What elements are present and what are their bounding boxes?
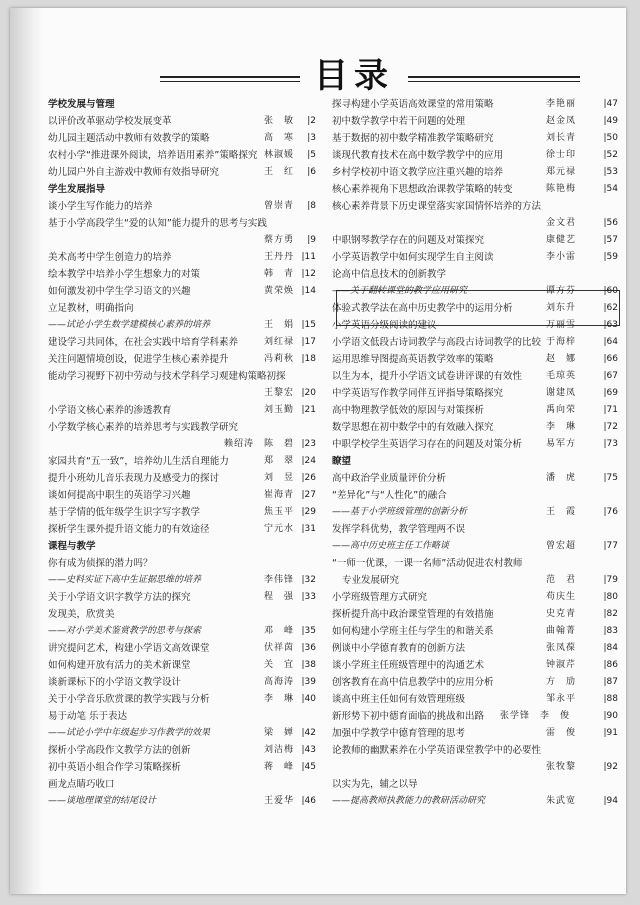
entry-title: “一师一优课，一课一名师”活动促进农村教师	[332, 558, 523, 569]
toc-entry	[48, 589, 316, 606]
entry-author: 赵金凤	[546, 116, 577, 126]
entry-page-number: |71	[603, 405, 618, 415]
toc-section-heading	[48, 181, 316, 198]
entry-page-number: |40	[301, 694, 316, 704]
entry-page-number: |80	[603, 592, 618, 602]
toc-entry	[332, 402, 618, 419]
entry-title: 论高中信息技术的创新教学	[332, 269, 447, 280]
toc-entry	[48, 708, 316, 725]
entry-page-number: |79	[603, 575, 618, 585]
entry-page-number: |46	[301, 796, 316, 806]
entry-author: 陈艳梅	[546, 184, 577, 194]
entry-page-number: |60	[603, 286, 618, 296]
entry-page-number: |14	[301, 286, 316, 296]
toc-right-column	[332, 96, 618, 810]
entry-author: 郑元禄	[546, 167, 577, 177]
toc-entry	[48, 130, 316, 147]
entry-title: 谈现代教育技术在高中数学教学中的应用	[332, 150, 504, 161]
toc-entry	[332, 674, 618, 691]
entry-title: 加强中学教学中德育管理的思考	[332, 728, 466, 739]
toc-entry	[48, 283, 316, 300]
entry-author: 雷 俊	[546, 728, 577, 738]
entry-title: 小学班级管理方式研究	[332, 592, 428, 603]
toc-section-heading	[48, 96, 316, 113]
toc-entry	[48, 742, 316, 759]
toc-entry	[332, 793, 618, 810]
entry-title: ——基于小学班级管理的创新分析	[332, 507, 468, 517]
entry-title: 论教师的幽默素养在小学英语课堂教学中的必要性	[332, 745, 542, 756]
entry-title: 小学数学核心素养的培养思考与实践教学研究	[48, 422, 239, 433]
entry-title: 易于动笔 乐于表达	[48, 711, 128, 722]
entry-author: 易军方	[546, 439, 577, 449]
entry-page-number: |83	[603, 626, 618, 636]
entry-title: 小学语文低段古诗词教学与高段古诗词教学的比较	[332, 337, 542, 348]
entry-page-number: |42	[301, 728, 316, 738]
toc-entry	[48, 351, 316, 368]
entry-author: 李艳丽	[546, 99, 577, 109]
toc-entry	[48, 368, 316, 385]
entry-author: 毛琼英	[546, 371, 577, 381]
entry-title: 探寻构建小学英语高效课堂的常用策略	[332, 99, 494, 110]
toc-entry	[48, 572, 316, 589]
entry-page-number: |9	[307, 235, 316, 245]
toc-entry	[48, 249, 316, 266]
entry-page-number: |31	[301, 524, 316, 534]
toc-entry	[332, 521, 618, 538]
toc-entry	[48, 402, 316, 419]
entry-author: 刘东升	[546, 303, 577, 313]
entry-page-number: |45	[301, 762, 316, 772]
entry-author: 李伟锋	[264, 575, 295, 585]
toc-entry	[332, 606, 618, 623]
entry-title: 画龙点睛巧收口	[48, 779, 115, 790]
toc-entry	[332, 470, 618, 487]
entry-author: 刘玉勤	[264, 405, 295, 415]
entry-title: 中职钢琴教学存在的问题及对策探究	[332, 235, 485, 246]
section-title: 瞭望	[332, 456, 352, 467]
entry-author: 王 娟	[264, 320, 295, 330]
toc-entry	[48, 776, 316, 793]
entry-title: 小学英语教学中如何实现学生自主阅读	[332, 252, 494, 263]
entry-author: 焦玉平	[264, 507, 295, 517]
entry-title: 高中物理教学低效的原因与对策探析	[332, 405, 485, 416]
toc-entry	[332, 164, 618, 181]
entry-page-number: |82	[603, 609, 618, 619]
entry-author: 金文君	[546, 218, 577, 228]
toc-entry	[332, 96, 618, 113]
entry-title: 中职学校学生英语学习存在的问题及对策分析	[332, 439, 523, 450]
toc-entry	[48, 555, 316, 572]
entry-author: 于海梓	[546, 337, 577, 347]
entry-author: 谭方芬	[546, 286, 577, 296]
entry-page-number: |72	[603, 422, 618, 432]
entry-page-number: |43	[301, 745, 316, 755]
entry-page-number: |49	[603, 116, 618, 126]
entry-title: 小学语文核心素养的渗透教育	[48, 405, 172, 416]
entry-title: 谈如何提高中职生的英语学习兴趣	[48, 490, 191, 501]
toc-entry	[332, 776, 618, 793]
entry-page-number: |15	[301, 320, 316, 330]
entry-title: 初中英语小组合作学习策略探析	[48, 762, 182, 773]
entry-author: 张凤葆	[546, 643, 577, 653]
toc-entry	[332, 266, 618, 283]
entry-title: 以评价改革驱动学校发展变革	[48, 116, 172, 127]
toc-section-heading	[48, 538, 316, 555]
entry-title: ——提高教师执教能力的教研活动研究	[332, 796, 486, 806]
entry-title: ——谈地理课堂的结尾设计	[48, 796, 157, 806]
entry-author: 宁元水	[264, 524, 295, 534]
entry-author: 伏祥茵	[264, 643, 295, 653]
entry-page-number: |27	[301, 490, 316, 500]
toc-entry	[332, 589, 618, 606]
entry-title: 例谈中小学德育教育的创新方法	[332, 643, 466, 654]
entry-title: 乡村学校初中语文教学应注重兴趣的培养	[332, 167, 504, 178]
entry-title: ——高中历史班主任工作略谈	[332, 541, 450, 551]
entry-title: 初中数学教学中若干问题的处理	[332, 116, 466, 127]
entry-author: 邹永平	[546, 694, 577, 704]
entry-author: 李 琳	[546, 422, 577, 432]
toc-entry	[48, 674, 316, 691]
entry-page-number: |62	[603, 303, 618, 313]
entry-page-number: |88	[603, 694, 618, 704]
toc-entry	[332, 742, 618, 759]
entry-title: 基于学情的低年级学生识字写字教学	[48, 507, 201, 518]
toc-entry	[48, 232, 316, 249]
entry-title: 探析学生课外提升语文能力的有效途径	[48, 524, 210, 535]
entry-title: 以生为本，提升小学语文试卷讲评课的有效性	[332, 371, 523, 382]
entry-author: 蔡方勇	[264, 235, 295, 245]
toc-entry	[332, 215, 618, 232]
toc-entry	[332, 725, 618, 742]
entry-page-number: |12	[301, 269, 316, 279]
entry-title: 基于小学高段学生“爱的认知”能力提升的思考与实践	[48, 218, 267, 229]
entry-title: 核心素养视角下思想政治课教学策略的转变	[332, 184, 513, 195]
entry-page-number: |20	[301, 388, 316, 398]
entry-title: 关于小学语文识字教学方法的探究	[48, 592, 191, 603]
toc-entry	[332, 113, 618, 130]
toc-entry	[332, 419, 618, 436]
entry-title: 如何激发初中学生学习语文的兴趣	[48, 286, 191, 297]
entry-title: 高中政治学业质量评价分析	[332, 473, 447, 484]
entry-title: 谈新课标下的小学语文教学设计	[48, 677, 182, 688]
entry-page-number: |75	[603, 473, 618, 483]
entry-title: 小学英语分级阅读的建议	[332, 320, 437, 331]
toc-entry	[48, 147, 316, 164]
entry-title: 绘本教学中培养小学生想象力的对策	[48, 269, 201, 280]
entry-author: 梁 婵	[264, 728, 295, 738]
section-title: 学生发展指导	[48, 184, 106, 195]
entry-title: 你有成为侦探的潜力吗？	[48, 558, 153, 569]
toc-entry	[48, 164, 316, 181]
entry-page-number: |67	[603, 371, 618, 381]
toc-entry	[332, 181, 618, 198]
entry-page-number: |73	[603, 439, 618, 449]
toc-left-column	[48, 96, 316, 810]
entry-author: 邓 峰	[264, 626, 295, 636]
entry-page-number: |36	[301, 643, 316, 653]
entry-title: 体验式教学法在高中历史教学中的运用分析	[332, 303, 513, 314]
entry-page-number: |86	[603, 660, 618, 670]
entry-title: 探析小学高段作文教学方法的创新	[48, 745, 191, 756]
toc-entry	[48, 266, 316, 283]
entry-title: 立足教材，明确指向	[48, 303, 134, 314]
entry-page-number: |33	[301, 592, 316, 602]
entry-title: 谈小学生写作能力的培养	[48, 201, 153, 212]
entry-author: 徐士印	[546, 150, 577, 160]
entry-page-number: |21	[301, 405, 316, 415]
entry-author: 朱武宽	[546, 796, 577, 806]
entry-page-number: |50	[603, 133, 618, 143]
entry-title: 美术高考中学生创造力的培养	[48, 252, 172, 263]
entry-author: 康健艺	[546, 235, 577, 245]
entry-author: 王丹丹	[264, 252, 295, 262]
entry-title: 以实为先，辅之以导	[332, 779, 418, 790]
toc-entry	[48, 419, 316, 436]
entry-page-number: |56	[603, 218, 618, 228]
entry-title: 农村小学“推进课外阅读，培养语用素养”策略探究	[48, 150, 258, 161]
entry-author: 万丽雪	[546, 320, 577, 330]
toc-entry	[48, 300, 316, 317]
toc-entry	[332, 572, 618, 589]
entry-author: 黄荣焕	[264, 286, 295, 296]
toc-entry	[332, 657, 618, 674]
entry-author: 程 强	[264, 592, 295, 602]
entry-author: 曾宏超	[546, 541, 577, 551]
entry-title: 运用思维导图提高英语教学效率的策略	[332, 354, 494, 365]
entry-page-number: |92	[603, 762, 618, 772]
section-title: 课程与教学	[48, 541, 96, 552]
entry-title: “差异化”与“人性化”的融合	[332, 490, 447, 501]
entry-title: 提升小班幼儿音乐表现力及感受力的探讨	[48, 473, 220, 484]
entry-page-number: |59	[603, 252, 618, 262]
entry-page-number: |53	[603, 167, 618, 177]
entry-page-number: |17	[301, 337, 316, 347]
toc-entry	[48, 691, 316, 708]
entry-title: 谈高中班主任如何有效管理班级	[332, 694, 466, 705]
toc-entry	[48, 113, 316, 130]
entry-author: 禹向荣	[546, 405, 577, 415]
entry-page-number: |63	[603, 320, 618, 330]
entry-page-number: |18	[301, 354, 316, 364]
entry-author: 关 宜	[264, 660, 295, 670]
entry-author: 王 霞	[546, 507, 577, 517]
entry-title: 幼儿园主题活动中教师有效教学的策略	[48, 133, 210, 144]
entry-page-number: |87	[603, 677, 618, 687]
entry-page-number: |23	[301, 439, 316, 449]
toc-entry	[332, 283, 618, 300]
entry-page-number: |5	[307, 150, 316, 160]
book-spine-shadow	[10, 8, 44, 894]
toc-entry	[48, 504, 316, 521]
toc-entry	[48, 453, 316, 470]
entry-page-number: |32	[301, 575, 316, 585]
toc-entry	[48, 623, 316, 640]
entry-title: 核心素养背景下历史课堂落实家国情怀培养的方法	[332, 201, 542, 212]
toc-entry	[48, 657, 316, 674]
entry-title: 关于小学音乐欣赏课的教学实践与分析	[48, 694, 210, 705]
entry-title: 基于数据的初中数学精准教学策略研究	[332, 133, 494, 144]
entry-author: 苟庆生	[546, 592, 577, 602]
toc-entry	[48, 487, 316, 504]
entry-title: 如何构建小学班主任与学生的和谐关系	[332, 626, 494, 637]
entry-page-number: |6	[307, 167, 316, 177]
entry-page-number: |91	[603, 728, 618, 738]
toc-entry	[48, 334, 316, 351]
entry-page-number: |54	[603, 184, 618, 194]
entry-page-number: |57	[603, 235, 618, 245]
toc-entry	[48, 640, 316, 657]
entry-author: 韩 青	[264, 269, 295, 279]
toc-entry	[48, 725, 316, 742]
toc-entry	[48, 198, 316, 215]
entry-title: ——对小学美术鉴赏教学的思考与探索	[48, 626, 202, 636]
entry-title: 数学思想在初中数学中的有效融入探究	[332, 422, 494, 433]
toc-entry	[332, 487, 618, 504]
entry-author: 王爱华	[264, 796, 295, 806]
entry-title: ——试论小学中年级起步习作教学的效果	[48, 728, 211, 738]
entry-page-number: |11	[301, 252, 316, 262]
entry-author: 林淑媛	[264, 150, 295, 160]
toc-entry	[332, 198, 618, 215]
entry-title: 探析提升高中政治课堂管理的有效措施	[332, 609, 494, 620]
entry-page-number: |3	[307, 133, 316, 143]
entry-page-number: |69	[603, 388, 618, 398]
entry-author: 冯莉秋	[264, 354, 295, 364]
entry-author: 王黎宏	[264, 388, 295, 398]
toc-entry	[332, 232, 618, 249]
entry-title: 讲究提问艺术，构建小学语文高效课堂	[48, 643, 210, 654]
toc-entry	[48, 470, 316, 487]
entry-title: 新形势下初中德育面临的挑战和出路	[332, 711, 485, 722]
entry-author: 刘 昱	[264, 473, 295, 483]
toc-entry	[332, 300, 618, 317]
entry-author: 史克青	[546, 609, 577, 619]
entry-title: 如何构建开放有活力的美术新课堂	[48, 660, 191, 671]
entry-title: 发挥学科优势，教学管理两不误	[332, 524, 466, 535]
toc-entry	[48, 793, 316, 810]
entry-page-number: |66	[603, 354, 618, 364]
entry-title: 家园共育“五一致”，培养幼儿生活自理能力	[48, 456, 229, 467]
toc-entry	[48, 317, 316, 334]
toc-entry	[48, 436, 316, 453]
entry-page-number: |77	[603, 541, 618, 551]
entry-author: 刘洁梅	[264, 745, 295, 755]
entry-author: 高海涛	[264, 677, 295, 687]
entry-author: 张 敏	[264, 116, 295, 126]
entry-title: 幼儿园户外自主游戏中教师有效指导研究	[48, 167, 220, 178]
toc-entry	[48, 606, 316, 623]
toc-entry	[48, 215, 316, 232]
entry-title: ——关于翻转课堂的教学应用研究	[332, 286, 468, 296]
entry-page-number: |76	[603, 507, 618, 517]
toc-section-heading	[332, 453, 618, 470]
toc-entry	[332, 385, 618, 402]
entry-page-number: |47	[603, 99, 618, 109]
toc-entry	[332, 691, 618, 708]
toc-entry	[332, 538, 618, 555]
entry-author: 张牧黎	[546, 762, 577, 772]
toc-entry	[332, 368, 618, 385]
toc-entry	[48, 385, 316, 402]
toc-entry	[332, 640, 618, 657]
entry-page-number: |84	[603, 643, 618, 653]
entry-page-number: |38	[301, 660, 316, 670]
page-title: 目录	[300, 50, 408, 102]
title-banner	[160, 50, 580, 102]
entry-title: ——试论小学生数学建模核心素养的培养	[48, 320, 211, 330]
entry-page-number: |52	[603, 150, 618, 160]
entry-page-number: |8	[307, 201, 316, 211]
entry-title: 关注问题情境创设，促进学生核心素养提升	[48, 354, 229, 365]
entry-page-number: |64	[603, 337, 618, 347]
toc-entry	[332, 351, 618, 368]
toc-entry	[332, 623, 618, 640]
entry-author: 方 劢	[546, 677, 577, 687]
entry-page-number: |39	[301, 677, 316, 687]
entry-author: 崔海青	[264, 490, 295, 500]
entry-page-number: |94	[603, 796, 618, 806]
toc-entry	[332, 504, 618, 521]
entry-author: 曾崇青	[264, 201, 295, 211]
toc-entry	[332, 317, 618, 334]
entry-author: 王 红	[264, 167, 295, 177]
entry-title: 专业发展研究	[342, 575, 400, 586]
toc-entry	[48, 759, 316, 776]
entry-page-number: |29	[301, 507, 316, 517]
entry-author: 钟淑芹	[546, 660, 577, 670]
entry-author: 蒋 峰	[264, 762, 295, 772]
entry-page-number: |24	[301, 456, 316, 466]
toc-entry	[332, 147, 618, 164]
entry-page-number: |90	[603, 711, 618, 721]
entry-title: 谈小学班主任班级管理中的沟通艺术	[332, 660, 485, 671]
entry-author: 李小雷	[546, 252, 577, 262]
entry-author: 范 君	[546, 575, 577, 585]
toc-entry	[332, 436, 618, 453]
section-title: 学校发展与管理	[48, 99, 115, 110]
entry-author: 张学锋 李 俊	[500, 711, 571, 721]
entry-author: 高 寒	[264, 133, 295, 143]
entry-author: 李 琳	[264, 694, 295, 704]
entry-author: 曲翰菁	[546, 626, 577, 636]
entry-title: 发现美，欣赏美	[48, 609, 115, 620]
entry-author: 谢建凤	[546, 388, 577, 398]
entry-title: 中学英语写作教学同伴互评指导策略探究	[332, 388, 504, 399]
entry-author: 刘红禄	[264, 337, 295, 347]
toc-entry	[48, 521, 316, 538]
toc-entry	[332, 130, 618, 147]
entry-title: 能动学习视野下初中劳动与技术学科学习观建构策略初探	[48, 371, 286, 382]
toc-entry	[332, 555, 618, 572]
entry-title: ——史料实证下高中生证据思维的培养	[48, 575, 202, 585]
toc-entry	[332, 759, 618, 776]
entry-page-number: |2	[307, 116, 316, 126]
entry-title: 创客教育在高中信息教学中的应用分析	[332, 677, 494, 688]
entry-author: 刘长青	[546, 133, 577, 143]
toc-entry	[332, 334, 618, 351]
entry-author: 潘 虎	[546, 473, 577, 483]
toc-entry	[332, 708, 618, 725]
entry-author: 赖绍涛 陈 碧	[224, 439, 295, 449]
entry-author: 郑 翠	[264, 456, 295, 466]
entry-page-number: |35	[301, 626, 316, 636]
entry-author: 赵 娜	[546, 354, 577, 364]
entry-page-number: |26	[301, 473, 316, 483]
toc-entry	[332, 249, 618, 266]
entry-title: 建设学习共同体，在社会实践中培育学科素养	[48, 337, 239, 348]
